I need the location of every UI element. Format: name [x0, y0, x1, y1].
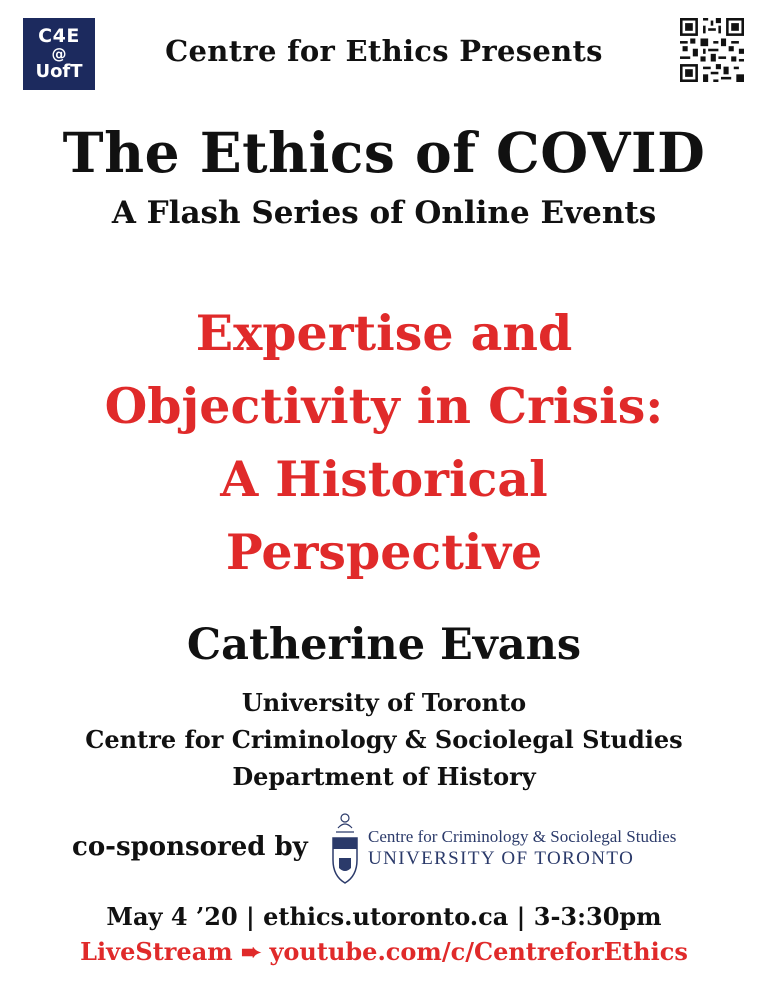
speaker-name: Catherine Evans [186, 620, 582, 670]
talk-title-line: Objectivity in Crisis: [104, 377, 664, 435]
talk-title-line: Expertise and [195, 304, 573, 362]
university-crest-icon [328, 808, 362, 886]
logo-line-2: @ [51, 45, 67, 63]
speaker-affiliations [0, 684, 768, 795]
uoft-wordmark [368, 827, 676, 871]
talk-title-line: Perspective [225, 523, 543, 581]
affiliation-line: Department of History [232, 762, 536, 791]
livestream-link[interactable]: LiveStream ➨ youtube.com/c/CentreforEthics [80, 937, 688, 966]
affiliation-line: University of Toronto [241, 688, 527, 717]
uoft-centre-name: Centre for Criminology & Sociolegal Studies [368, 827, 677, 846]
talk-title [0, 297, 768, 589]
presenter-text: Centre for Ethics Presents [165, 34, 603, 68]
series-subtitle: A Flash Series of Online Events [111, 195, 657, 231]
presenter-line [0, 34, 768, 68]
talk-title-line: A Historical [220, 450, 548, 508]
cosponsor-label: co-sponsored by [72, 832, 308, 862]
logo-line-1: C4E [38, 25, 80, 47]
affiliation-line: Centre for Criminology & Sociolegal Studies [85, 725, 683, 754]
logo-line-3: UofT [35, 61, 83, 82]
uoft-university-name: UNIVERSITY OF TORONTO [368, 848, 635, 869]
series-title: The Ethics of COVID [62, 120, 706, 185]
event-details: May 4 ’20 | ethics.utoronto.ca | 3-3:30pm [106, 902, 662, 931]
